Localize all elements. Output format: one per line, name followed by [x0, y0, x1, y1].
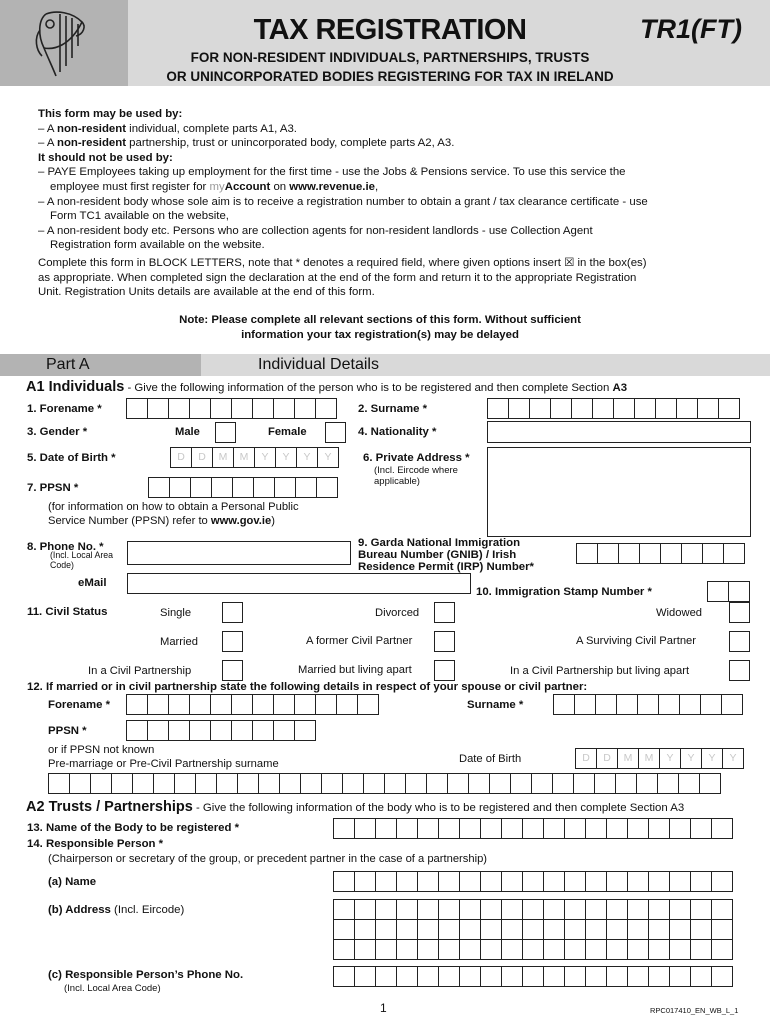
part-a-label: Part A — [46, 356, 90, 373]
responsible-name-input[interactable] — [333, 871, 733, 892]
part-a-heading: Individual Details — [258, 356, 379, 373]
married-apart-checkbox[interactable] — [434, 660, 455, 681]
responsible-phone-input[interactable] — [333, 966, 733, 987]
spouse-dob-label: Date of Birth — [459, 753, 522, 765]
dob-cell[interactable]: M — [638, 748, 660, 769]
spouse-forename-input[interactable] — [126, 694, 379, 715]
in-cp-label: In a Civil Partnership — [88, 665, 192, 677]
dob-cell[interactable]: Y — [275, 447, 297, 468]
address-line-3[interactable] — [333, 939, 733, 960]
ppsn-input[interactable] — [148, 477, 338, 498]
revenue-link[interactable]: www.revenue.ie — [289, 180, 375, 193]
dob-cell[interactable]: Y — [254, 447, 276, 468]
phone-input[interactable] — [127, 541, 351, 565]
address-line-1[interactable] — [333, 899, 733, 920]
intro-instructions — [38, 107, 738, 300]
note-text: Note: Please complete all relevant sections of this form. Without sufficient information your tax registration(s) may be delayed — [179, 314, 581, 341]
part-a-tab — [0, 354, 201, 376]
married-apart-label: Married but living apart — [298, 664, 412, 676]
not-item-1-cont: employee must first register for myAccount on www.revenue.ie, — [50, 180, 379, 193]
spouse-no-ppsn-label: or if PPSN not known — [48, 744, 155, 756]
dob-cell[interactable]: Y — [317, 447, 339, 468]
a1-heading: A1 Individuals - Give the following information of the person who is to be registered and then complete Section A3 — [26, 379, 628, 395]
phone-note: (Incl. Local Area Code) — [50, 550, 114, 570]
female-checkbox[interactable] — [325, 422, 346, 443]
may-be-used-heading: This form may be used by: — [38, 108, 183, 120]
responsible-phone-label: (c) Responsible Person’s Phone No. — [48, 969, 244, 981]
surname-label: 2. Surname * — [358, 403, 428, 415]
responsible-phone-note: (Incl. Local Area Code) — [64, 983, 161, 994]
form-reference: RPC017410_EN_WB_L_1 — [650, 1006, 739, 1015]
male-label: Male — [175, 426, 200, 438]
address-label: 6. Private Address * — [363, 452, 470, 464]
single-label: Single — [160, 607, 192, 619]
subtitle-line: FOR NON-RESIDENT INDIVIDUALS, PARTNERSHIPS, TRUSTS — [190, 50, 590, 65]
not-item-3: – A non-resident body etc. Persons who are collection agents for non-resident landlords - use Collection Agent — [38, 224, 593, 237]
divorced-checkbox[interactable] — [434, 602, 455, 623]
divorced-label: Divorced — [375, 607, 420, 619]
spouse-ppsn-label: PPSN * — [48, 725, 87, 737]
phone-label: 8. Phone No. * — [27, 541, 104, 553]
dob-cell[interactable]: Y — [659, 748, 681, 769]
surviving-cp-label: A Surviving Civil Partner — [576, 635, 696, 647]
female-label: Female — [268, 426, 307, 438]
cp-apart-label: In a Civil Partnership but living apart — [510, 665, 690, 677]
responsible-address-label: (b) Address (Incl. Eircode) — [48, 904, 185, 916]
email-input[interactable] — [127, 573, 471, 594]
not-item-2-cont: Form TC1 available on the website, — [50, 210, 229, 223]
harp-logo-icon — [0, 0, 128, 86]
in-cp-checkbox[interactable] — [222, 660, 243, 681]
dob-cell[interactable]: D — [191, 447, 213, 468]
not-item-1: – PAYE Employees taking up employment for the first time - use the Jobs & Pensions service. To use this service the — [38, 166, 626, 179]
single-checkbox[interactable] — [222, 602, 243, 623]
body-name-label: 13. Name of the Body to be registered * — [27, 822, 240, 834]
not-used-heading: It should not be used by: — [38, 151, 173, 164]
dob-cell[interactable]: D — [575, 748, 597, 769]
address-input[interactable] — [487, 447, 751, 537]
complete-instructions: Unit. Registration Units details are available at the end of this form. — [38, 286, 375, 299]
spouse-surname-label: Surname * — [467, 699, 524, 711]
cp-apart-checkbox[interactable] — [729, 660, 750, 681]
married-label: Married — [160, 636, 198, 648]
responsible-name-label: (a) Name — [48, 876, 97, 888]
body-name-input[interactable] — [333, 818, 733, 839]
gnib-label: 9. Garda National Immigration Bureau Number (GNIB) / Irish Residence Permit (IRP) Number* — [358, 537, 534, 573]
former-cp-checkbox[interactable] — [434, 631, 455, 652]
nationality-label: 4. Nationality * — [358, 426, 437, 438]
widowed-label: Widowed — [656, 607, 703, 619]
ppsn-label: 7. PPSN * — [27, 482, 79, 494]
dob-cell[interactable]: M — [212, 447, 234, 468]
stamp-label: 10. Immigration Stamp Number * — [476, 586, 652, 598]
not-item-3-cont: Registration form available on the website. — [50, 239, 265, 252]
gov-link[interactable]: www.gov.ie — [210, 515, 272, 527]
forename-label: 1. Forename * — [27, 403, 102, 415]
dob-cell[interactable]: M — [617, 748, 639, 769]
surviving-cp-checkbox[interactable] — [729, 631, 750, 652]
premarriage-surname-input[interactable] — [48, 773, 721, 794]
use-item-1: – A non-resident individual, complete parts A1, A3. — [38, 122, 297, 135]
dob-cell[interactable]: Y — [701, 748, 723, 769]
spouse-heading: 12. If married or in civil partnership state the following details in respect of your spouse or civil partner: — [27, 681, 588, 693]
former-cp-label: A former Civil Partner — [306, 635, 413, 647]
responsible-note: (Chairperson or secretary of the group, or precedent partner in the case of a partnership) — [48, 853, 488, 865]
dob-cell[interactable]: Y — [722, 748, 744, 769]
address-note: (Incl. Eircode where applicable) — [374, 465, 458, 487]
dob-input[interactable] — [170, 447, 339, 468]
subtitle-line: OR UNINCORPORATED BODIES REGISTERING FOR TAX IN IRELAND — [166, 69, 614, 84]
dob-cell[interactable]: M — [233, 447, 255, 468]
stamp-input[interactable] — [707, 581, 750, 602]
married-checkbox[interactable] — [222, 631, 243, 652]
dob-cell[interactable]: Y — [296, 447, 318, 468]
widowed-checkbox[interactable] — [729, 602, 750, 623]
male-checkbox[interactable] — [215, 422, 236, 443]
logo-panel — [0, 0, 128, 86]
dob-cell[interactable]: Y — [680, 748, 702, 769]
dob-cell[interactable]: D — [596, 748, 618, 769]
surname-input[interactable] — [487, 398, 740, 419]
gender-label: 3. Gender * — [27, 426, 88, 438]
ppsn-note: (for information on how to obtain a Personal Public Service Number (PPSN) refer to www.gov.ie) — [48, 501, 299, 527]
not-item-2: – A non-resident body whose sole aim is to receive a registration number to obtain a grant / tax clearance certificate - use — [38, 195, 648, 208]
complete-instructions: as appropriate. When completed sign the declaration at the end of the form and return it to the appropriate Registration — [38, 271, 637, 284]
spouse-ppsn-input[interactable] — [126, 720, 316, 741]
form-subtitle — [130, 48, 650, 86]
address-line-2[interactable] — [333, 919, 733, 940]
a2-heading: A2 Trusts / Partnerships - Give the following information of the body who is to be registered and then complete Section A3 — [26, 799, 685, 815]
responsible-person-label: 14. Responsible Person * — [27, 838, 164, 850]
form-title: TAX REGISTRATION — [253, 14, 527, 46]
dob-label: 5. Date of Birth * — [27, 452, 116, 464]
forename-input[interactable] — [126, 398, 337, 419]
use-item-2: – A non-resident partnership, trust or unincorporated body, complete parts A2, A3. — [38, 137, 455, 150]
civil-status-label: 11. Civil Status — [27, 606, 108, 618]
page-number: 1 — [380, 1001, 387, 1015]
form-code: TR1(FT) — [640, 14, 742, 44]
spouse-forename-label: Forename * — [48, 699, 111, 711]
spouse-dob-input[interactable] — [575, 748, 744, 769]
nationality-input[interactable] — [487, 421, 751, 443]
email-label: eMail — [78, 577, 107, 589]
spouse-surname-input[interactable] — [553, 694, 743, 715]
premarriage-surname-label: Pre-marriage or Pre-Civil Partnership surname — [48, 758, 279, 770]
dob-cell[interactable]: D — [170, 447, 192, 468]
gnib-input[interactable] — [576, 543, 745, 564]
complete-instructions: Complete this form in BLOCK LETTERS, note that * denotes a required field, where given options insert ☒ in the box(es) — [38, 256, 647, 269]
